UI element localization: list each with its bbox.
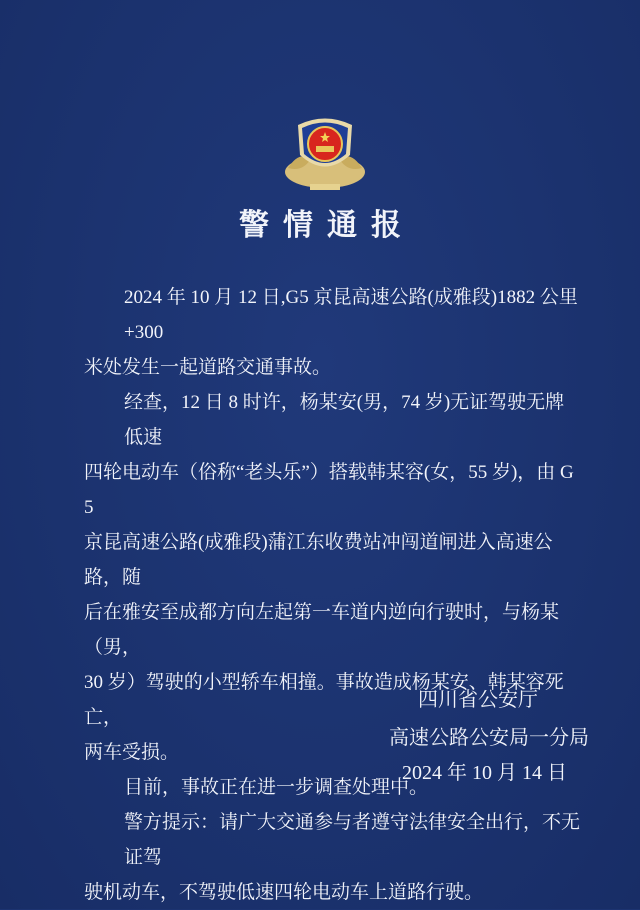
paragraph-line: 2024 年 10 月 12 日,G5 京昆高速公路(成雅段)1882 公里+300	[124, 287, 578, 343]
paragraph-line: 四轮电动车（俗称“老头乐”）搭载韩某容(女，55 岁)，由 G5	[84, 462, 574, 518]
notice-title: 警情通报	[239, 209, 415, 242]
paragraph-line: 两车受损。	[84, 742, 180, 763]
signature-date: 2024 年 10 月 14 日	[402, 762, 567, 784]
signature-suborg: 高速公路公安局一分局	[389, 727, 589, 749]
paragraph-line: 后在雅安至成都方向左起第一车道内逆向行驶时，与杨某（男，	[84, 602, 560, 658]
paragraph-line: 京昆高速公路(成雅段)蒲江东收费站冲闯道闸进入高速公路，随	[84, 532, 553, 588]
police-emblem-icon	[280, 110, 370, 195]
paragraph-line: 目前，事故正在进一步调查处理中。	[124, 777, 429, 798]
paragraph-line: 警方提示：请广大交通参与者遵守法律安全出行，不无证驾	[124, 812, 581, 868]
signature-org: 四川省公安厅	[418, 689, 538, 711]
notice-body	[84, 280, 580, 910]
paragraph-line: 米处发生一起道路交通事故。	[84, 357, 332, 378]
paragraph-line: 驶机动车，不驾驶低速四轮电动车上道路行驶。	[84, 882, 484, 903]
paragraph-line: 经查，12 日 8 时许，杨某安(男，74 岁)无证驾驶无牌低速	[124, 392, 565, 448]
paragraph-line: 30 岁）驾驶的小型轿车相撞。事故造成杨某安、韩某容死亡，	[84, 672, 564, 728]
